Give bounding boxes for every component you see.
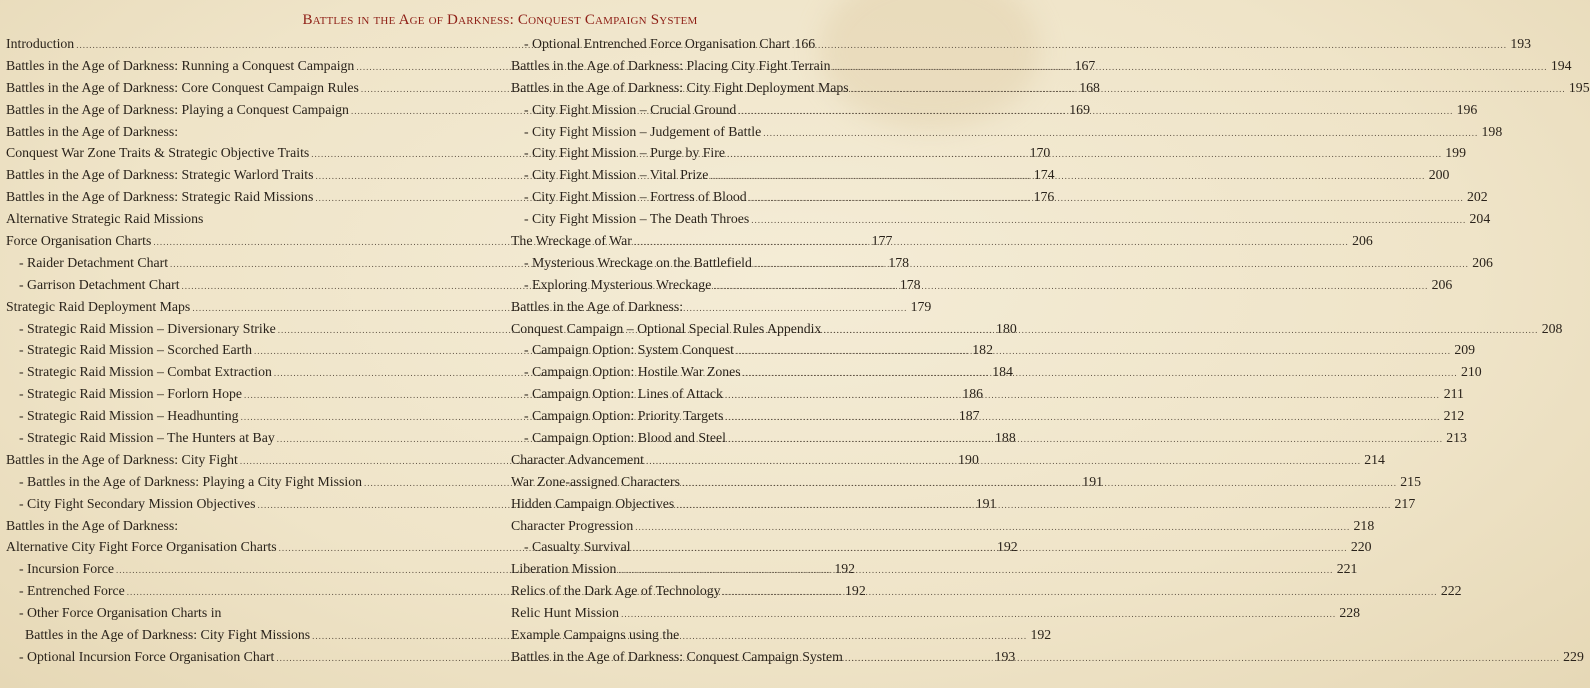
toc-entry-page: 202 (1467, 189, 1488, 205)
toc-entry[interactable] (511, 602, 1361, 624)
toc-entry-page: 195 (1568, 79, 1590, 95)
toc-entry-title: - Entrenched Force (19, 583, 125, 599)
toc-leader-dots (792, 35, 1507, 57)
toc-entry-page: 222 (1440, 583, 1462, 599)
toc-entry-title: Battles in the Age of Darkness: City Fight Deployment Maps (511, 79, 849, 95)
toc-entry-title: Example Campaigns using the (511, 627, 680, 643)
toc-entry-title: - Garrison Detachment Chart (19, 276, 180, 292)
toc-entry-page: 193 (994, 648, 1016, 664)
toc-entry[interactable] (6, 208, 470, 230)
toc-entry-title: - Casualty Survival (524, 539, 631, 555)
toc-leader-dots (646, 451, 1361, 473)
toc-entry-page: 206 (1431, 276, 1453, 292)
toc-leader-dots (823, 320, 1538, 342)
toc-leader-dots (833, 57, 1548, 79)
toc-entry-title: Introduction (6, 36, 75, 51)
toc-entry-title: - Campaign Option: Blood and Steel (524, 430, 726, 446)
toc-entry-page: 180 (996, 320, 1017, 336)
toc-entry-page: 179 (910, 298, 932, 314)
toc-entry-page: 193 (1510, 36, 1532, 51)
toc-entry-page: 192 (996, 539, 1018, 555)
toc-entry-title: - Strategic Raid Mission – Combat Extraction (19, 364, 272, 380)
toc-entry-title: - Strategic Raid Mission – The Hunters at Bay (19, 430, 275, 446)
toc-entry-title: Conquest Campaign – Optional Special Rules Appendix (511, 320, 822, 336)
toc-entry-page: 228 (1339, 605, 1361, 621)
toc-entry-page: 215 (1400, 473, 1421, 489)
toc-entry-title: - Strategic Raid Mission – Forlorn Hope (19, 386, 243, 402)
toc-entry[interactable] (6, 121, 470, 143)
toc-entry-title: - Strategic Raid Mission – Headhunting (19, 408, 239, 424)
toc-entry-page: 199 (1445, 145, 1466, 161)
toc-entry-title: Liberation Mission (511, 561, 617, 577)
toc-entry-title: - Campaign Option: Hostile War Zones (524, 364, 741, 380)
toc-entry-title: Relic Hunt Mission (511, 605, 620, 621)
toc-entry-page: 184 (992, 364, 1013, 380)
toc-entry-page: 229 (1563, 648, 1584, 664)
toc-leader-dots (710, 166, 1425, 188)
toc-entry-page: 187 (958, 408, 980, 424)
toc-entry[interactable] (511, 449, 1385, 471)
toc-entry[interactable] (511, 296, 977, 318)
toc-entry-page: 186 (962, 386, 984, 402)
toc-leader-dots (725, 385, 1440, 407)
toc-entry-page: 213 (1446, 430, 1467, 446)
toc-entry-title: Hidden Campaign Objectives (511, 495, 675, 511)
toc-entry-title: Battles in the Age of Darkness: City Fight (6, 451, 238, 467)
toc-leader-dots (618, 560, 1333, 582)
toc-entry-page: 192 (834, 561, 856, 577)
toc-entry-page: 194 (1550, 57, 1572, 73)
toc-entry-title: - Strategic Raid Mission – Diversionary Strike (19, 320, 276, 336)
toc-entry-page: 191 (975, 495, 997, 511)
toc-leader-dots (738, 101, 1453, 123)
toc-entry-page: 217 (1394, 495, 1416, 511)
toc-leader-dots (763, 123, 1478, 145)
toc-entry-page: 192 (1030, 627, 1052, 643)
toc-entry-page: 212 (1443, 408, 1465, 424)
toc-entry-page: 204 (1469, 211, 1491, 227)
toc-entry-page: 196 (1456, 101, 1478, 117)
toc-entry-title: - City Fight Mission – The Death Throes (524, 211, 750, 227)
toc-entry-title: Battles in the Age of Darkness: City Fight Missions (25, 627, 311, 643)
toc-entry-page: 192 (845, 583, 866, 599)
toc-leader-dots (621, 604, 1336, 626)
toc-entry-title: - City Fight Mission – Judgement of Battle (524, 123, 762, 139)
toc-entry[interactable] (511, 624, 977, 646)
toc-entry-title: Relics of the Dark Age of Technology (511, 583, 721, 599)
toc-entry-page: 214 (1364, 451, 1385, 467)
toc-entry-title: - Raider Detachment Chart (19, 254, 169, 270)
toc-entry-title: Battles in the Age of Darkness: Strategic Warlord Traits (6, 167, 314, 183)
toc-entry-page: 166 (794, 36, 816, 51)
toc-entry-page: 211 (1443, 386, 1464, 402)
toc-entry-page: 168 (1079, 79, 1100, 95)
toc-entry-title: Battles in the Age of Darkness: (6, 123, 179, 139)
toc-entry-page: 178 (899, 276, 921, 292)
toc-entry-page: 220 (1350, 539, 1372, 555)
toc-entry-page: 178 (888, 254, 910, 270)
toc-entry-title: - Campaign Option: Lines of Attack (524, 386, 723, 402)
toc-leader-dots (682, 473, 1397, 495)
toc-entry-title: - City Fight Secondary Mission Objectives (19, 495, 256, 511)
toc-entry-title: - Mysterious Wreckage on the Battlefield (524, 254, 752, 270)
toc-entry-page: 218 (1353, 517, 1375, 533)
toc-entry[interactable] (511, 121, 1503, 143)
toc-entry-title: Conquest War Zone Traits & Strategic Objective Traits (6, 145, 310, 161)
toc-entry-title: Battles in the Age of Darkness: Strategic Raid Missions (6, 189, 314, 205)
toc-entry[interactable] (6, 602, 470, 624)
toc-entry-title: Battles in the Age of Darkness: Placing City Fight Terrain (511, 57, 831, 73)
toc-entry-title: - Strategic Raid Mission – Scorched Earth (19, 342, 252, 358)
toc-entry-title: Alternative City Fight Force Organisation Charts (6, 539, 277, 555)
toc-entry-page: 170 (1029, 145, 1051, 161)
toc-entry-page: 209 (1454, 342, 1476, 358)
toc-entry-title: Force Organisation Charts (6, 233, 152, 249)
toc-entry-title: Character Progression (511, 517, 634, 533)
toc-entry[interactable] (511, 580, 1462, 602)
toc-leader-dots (851, 79, 1566, 101)
toc-entry[interactable] (511, 274, 1453, 296)
toc-leader-dots (749, 188, 1464, 210)
toc-entry-page: 182 (972, 342, 993, 358)
toc-entry-title: The Wreckage of War (511, 233, 632, 249)
toc-entry-title: - Battles in the Age of Darkness: Playing a City Fight Mission (19, 473, 362, 489)
toc-entry-title: - Optional Incursion Force Organisation Chart (19, 648, 275, 664)
toc-entry[interactable] (511, 230, 1373, 252)
toc-entry-page: 221 (1336, 561, 1358, 577)
toc-entry-page: 206 (1472, 254, 1493, 270)
toc-entry-title: Battles in the Age of Darkness: (511, 298, 684, 314)
toc-entry-title: Battles in the Age of Darkness: Playing a Conquest Campaign (6, 101, 349, 117)
toc-entry-title: Battles in the Age of Darkness: (6, 517, 179, 533)
toc-entry-page: 190 (958, 451, 979, 467)
toc-entry-title: Alternative Strategic Raid Missions (6, 211, 204, 227)
toc-entry-page: 206 (1352, 233, 1373, 249)
toc-entry-page: 210 (1460, 364, 1482, 380)
toc-leader-dots (635, 517, 1350, 539)
toc-entry-page: 188 (995, 430, 1016, 446)
toc-entry-title: - Incursion Force (19, 561, 115, 577)
toc-entry-title: - Exploring Mysterious Wreckage (524, 276, 712, 292)
toc-entry-title: Battles in the Age of Darkness: Conquest Campaign System (511, 648, 843, 664)
toc-entry-page: 169 (1069, 101, 1090, 117)
toc-entry[interactable] (511, 208, 1491, 230)
toc-entry-title: - City Fight Mission – Fortress of Blood (524, 189, 747, 205)
toc-entry-page: 174 (1033, 167, 1055, 183)
toc-entry-title: Strategic Raid Deployment Maps (6, 298, 191, 314)
toc-entry-page: 208 (1541, 320, 1563, 336)
toc-entry-page: 200 (1428, 167, 1450, 183)
toc-entry-title: War Zone-assigned Characters (511, 473, 680, 489)
toc-entry-title: - Other Force Organisation Charts in (19, 605, 222, 621)
toc-entry[interactable] (511, 383, 1464, 405)
toc-entry[interactable] (511, 405, 1465, 427)
toc-leader-dots (754, 254, 1469, 276)
toc-entry-title: - City Fight Mission – Vital Prize (524, 167, 709, 183)
toc-leader-dots (727, 144, 1442, 166)
toc-entry-title: - City Fight Mission – Purge by Fire (524, 145, 725, 161)
toc-entry-title: - City Fight Mission – Crucial Ground (524, 101, 737, 117)
toc-leader-dots (676, 495, 1391, 517)
toc-leader-dots (728, 429, 1443, 451)
toc-entry-title: - Campaign Option: System Conquest (524, 342, 735, 358)
toc-entry[interactable] (511, 252, 1493, 274)
toc-entry[interactable] (511, 558, 1358, 580)
toc-entry-title: Battles in the Age of Darkness: Running a Conquest Campaign (6, 57, 355, 73)
toc-entry[interactable] (6, 515, 470, 537)
toc-entry[interactable] (511, 515, 1375, 537)
toc-entry-page: 177 (871, 233, 893, 249)
toc-leader-dots (633, 538, 1348, 560)
contents-title: Battles in the Age of Darkness: Conquest Campaign System (302, 12, 698, 28)
toc-leader-dots (736, 341, 1451, 363)
toc-entry-page: 191 (1082, 473, 1103, 489)
toc-leader-dots (723, 582, 1438, 604)
toc-leader-dots (713, 276, 1428, 298)
toc-entry-title: - Optional Entrenched Force Organisation Chart (524, 36, 791, 51)
toc-entry-title: Battles in the Age of Darkness: Core Conquest Campaign Rules (6, 79, 359, 95)
toc-leader-dots (634, 232, 1349, 254)
toc-leader-dots (743, 363, 1458, 385)
toc-leader-dots (725, 407, 1440, 429)
toc-entry-title: Character Advancement (511, 451, 644, 467)
toc-leader-dots (845, 648, 1560, 670)
toc-entry-page: 198 (1481, 123, 1503, 139)
toc-entry-page: 167 (1074, 57, 1096, 73)
toc-leader-dots (751, 210, 1466, 232)
toc-entry-page: 176 (1033, 189, 1055, 205)
toc-entry[interactable] (511, 33, 1532, 55)
toc-entry-title: - Campaign Option: Priority Targets (524, 408, 724, 424)
